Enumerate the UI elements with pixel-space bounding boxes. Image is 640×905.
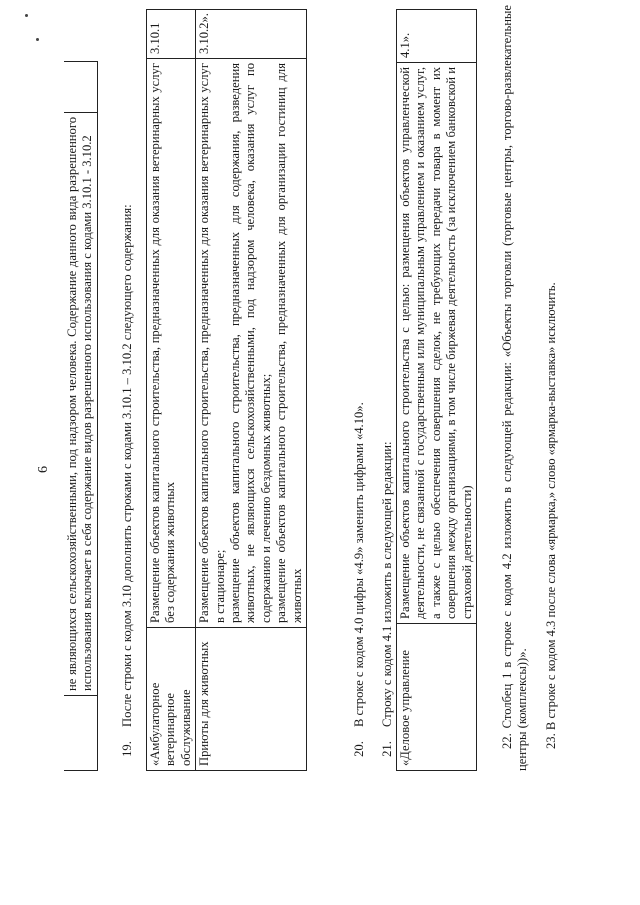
top-table-text: не являющихся сельскохозяйственными, под надзором человека. Содержание данного вида разрешенного использования включает в себя содержание видов разрешенного использования с кодами 3.10.1 - 3.10.2 [64,113,97,696]
item-22: 22. Столбец 1 в строке с кодом 4.2 изложить в следующей редакции: «Объекты торговли (торговые центры, торгово-развлекательные центры (комплексы))». [500,5,530,771]
table-row [397,10,477,771]
top-table-fragment [64,61,98,771]
row-description-cell: Размещение объектов капитального строительства, предназначенных для оказания ветеринарных услуг без содержания животных [147,59,196,628]
item-20-text: В строке с кодом 4.0 цифры «4.9» заменить цифрами «4.10». [352,402,366,727]
item-21-text: Строку с кодом 4.1 изложить в следующей редакции: [380,441,394,727]
row-description-part: Размещение объектов капитального строительства, предназначенных для оказания ветеринарных услуг в стационаре; [197,63,227,623]
row-name-cell: Приюты для животных [196,628,307,771]
page-number: 6 [36,466,51,473]
row-code-cell: 3.10.1 [147,10,196,59]
row-code-cell: 3.10.2». [196,10,307,59]
row-description-cell: Размещение объектов капитального строительства с целью: размещения объектов управленческой деятельности, не связанной с государственным или муниципальным управлением и оказанием услуг, а также с целью обеспечения совершения сделок, не требующих передачи товара в момент их совершения между организациями, в том числе биржевая деятельность (за исключением банковской и страховой деятельности) [397,63,477,624]
item-19 [120,1,135,771]
table-code-4-1 [396,9,477,771]
top-table-empty-cell [64,696,97,771]
item-21-number: 21. [380,741,394,757]
item-20-number: 20. [352,741,366,757]
row-code-cell: 4.1». [397,10,477,63]
item-19-text: После строки с кодом 3.10 дополнить строками с кодами 3.10.1 – 3.10.2 следующего содержания: [120,204,134,727]
table-row [196,10,307,771]
item-23: 23. В строке с кодом 4.3 после слова «ярмарка,» слово «ярмарка-выставка» исключить. [544,282,558,749]
scan-speck [25,14,28,17]
row-name-cell: «Деловое управление [397,624,477,771]
scan-speck [36,38,39,41]
top-table-code-cell [64,62,97,113]
item-21 [380,1,395,771]
row-description-cell [196,59,307,628]
row-description-part: размещение объектов капитального строительства, предназначенных для организации гостиниц для животных [274,63,304,623]
item-19-number: 19. [120,741,134,757]
item-20 [352,1,367,771]
table-codes-3-10 [146,9,307,771]
row-name-cell: «Амбулаторное ветеринарное обслуживание [147,628,196,771]
table-row [147,10,196,771]
row-description-part: размещение объектов капитального строительства, предназначенных для содержания, разведения животных, не являющихся сельскохозяйственными, под надзором человека, оказания услуг по содержанию и лечению бездомных животных; [228,63,273,623]
